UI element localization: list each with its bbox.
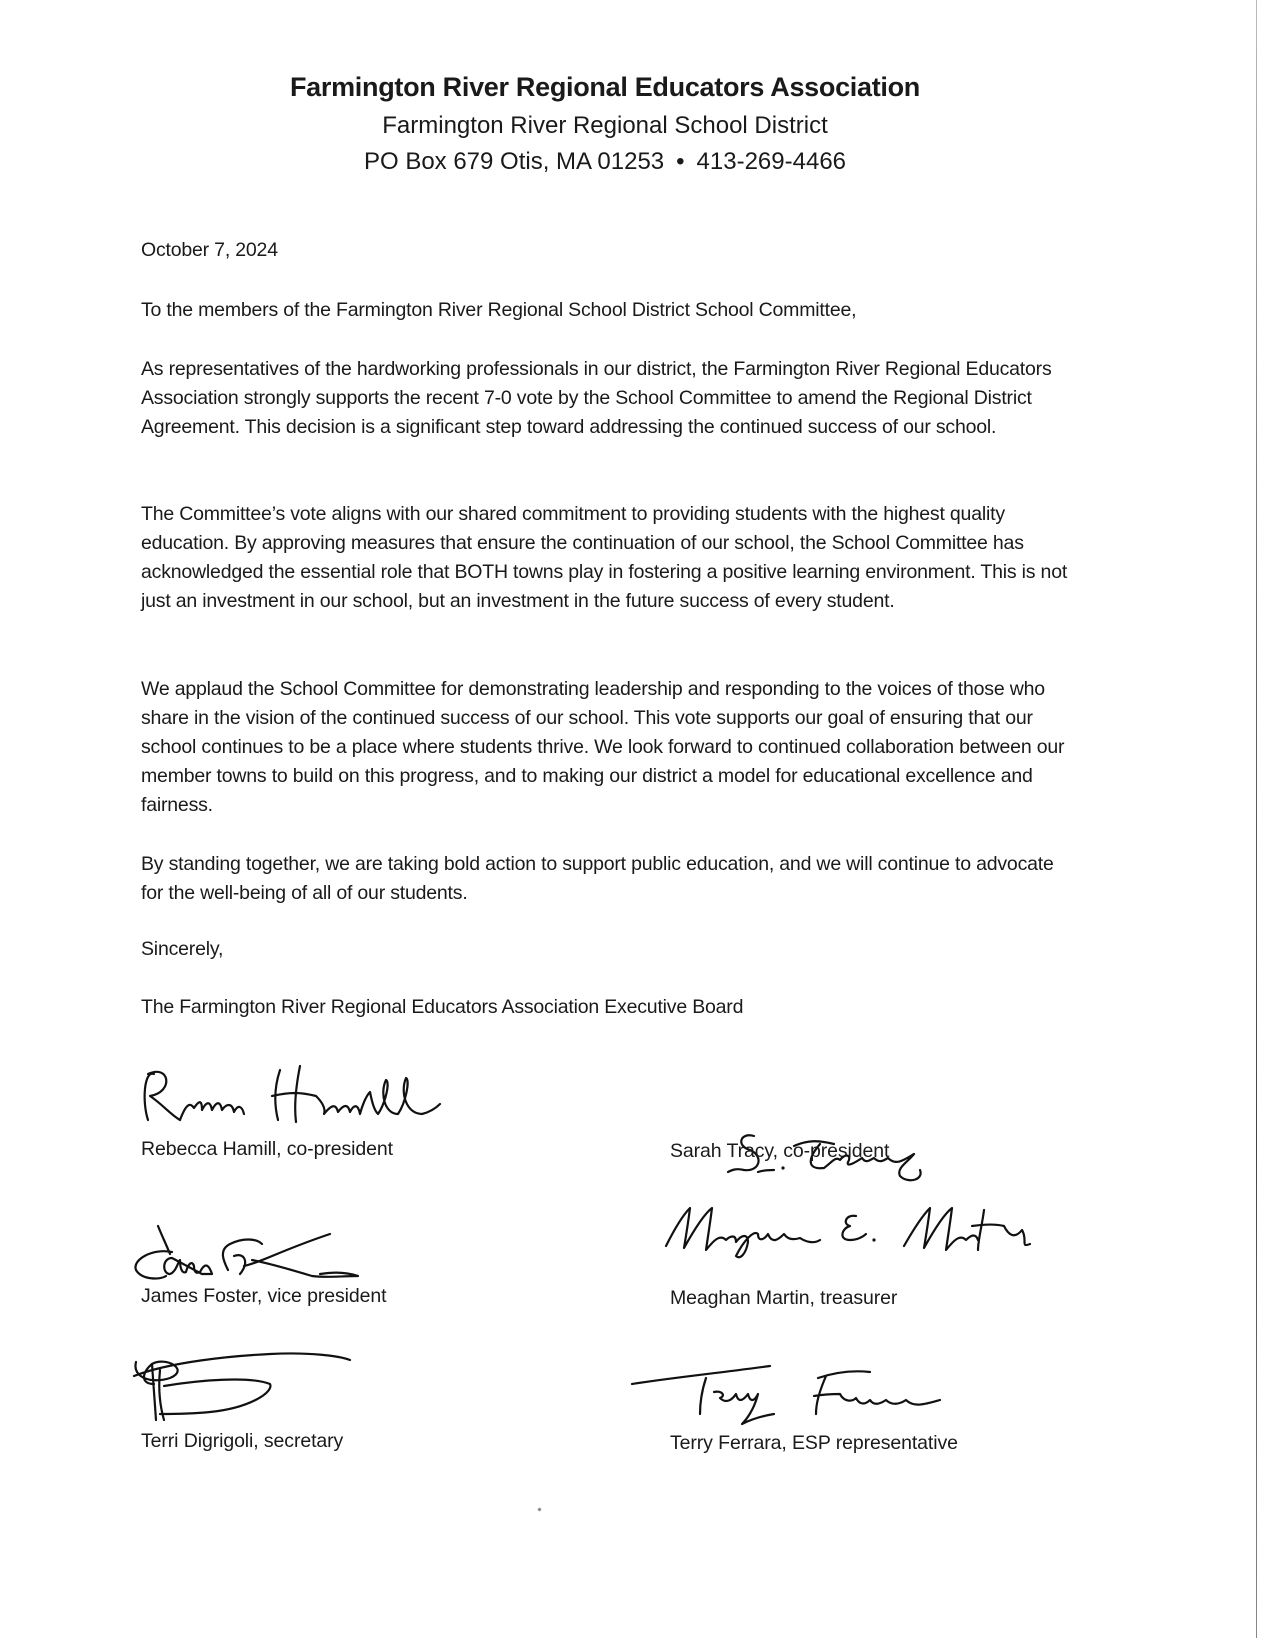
handwritten-signature-icon xyxy=(130,1350,370,1430)
handwritten-signature-icon xyxy=(132,1222,382,1292)
signatory-name: Sarah Tracy, co-president xyxy=(670,1140,890,1162)
scan-page-edge xyxy=(1256,0,1257,1638)
letterhead-phone: 413-269-4466 xyxy=(696,148,847,175)
paragraph-1: As representatives of the hardworking professionals in our district, the Farmington River Regional Educators Association strongly supports the recent 7-0 vote by the School Committee to amend the Regional District Agreement. This decision is a significant step toward addressing the continued success of our school. xyxy=(141,358,1052,438)
letter-date: October 7, 2024 xyxy=(141,239,278,261)
scan-speck xyxy=(537,1507,541,1511)
signatory-name: Terri Digrigoli, secretary xyxy=(141,1430,344,1452)
signatory-name: Terry Ferrara, ESP representative xyxy=(670,1432,958,1454)
handwritten-signature-icon xyxy=(140,1062,450,1132)
letterhead-contact xyxy=(0,148,1210,176)
bullet-separator-icon: • xyxy=(676,148,685,175)
letterhead-district: Farmington River Regional School District xyxy=(382,112,828,139)
signatory-name: James Foster, vice president xyxy=(141,1285,387,1307)
letterhead-address: PO Box 679 Otis, MA 01253 xyxy=(363,148,665,175)
paragraph-2: The Committee’s vote aligns with our shared commitment to providing students with the highest quality education. By approving measures that ensure the continuation of our school, the School Committee has acknowledged the essential role that BOTH towns play in fostering a positive learning environment. This is not just an investment in our school, but an investment in the future success of every student. xyxy=(141,503,1068,612)
handwritten-signature-icon xyxy=(630,1356,960,1426)
signatory-name: Meaghan Martin, treasurer xyxy=(670,1287,898,1309)
signatory-group: The Farmington River Regional Educators Association Executive Board xyxy=(141,996,744,1018)
letter-closing: Sincerely, xyxy=(141,938,224,960)
signatory-name: Rebecca Hamill, co-president xyxy=(141,1138,393,1160)
paragraph-4: By standing together, we are taking bold action to support public education, and we will continue to advocate for the well-being of all of our students. xyxy=(141,853,1054,904)
letterhead-organization: Farmington River Regional Educators Association xyxy=(289,72,920,102)
handwritten-signature-icon xyxy=(660,1200,1040,1260)
letter-salutation: To the members of the Farmington River Regional School District School Committee, xyxy=(141,299,857,321)
paragraph-3: We applaud the School Committee for demonstrating leadership and responding to the voices of those who share in the vision of the continued success of our school. This vote supports our goal of ensuring that our school continues to be a place where students thrive. We look forward to continued collaboration between our member towns to build on this progress, and to making our district a model for educational excellence and fairness. xyxy=(141,678,1065,816)
